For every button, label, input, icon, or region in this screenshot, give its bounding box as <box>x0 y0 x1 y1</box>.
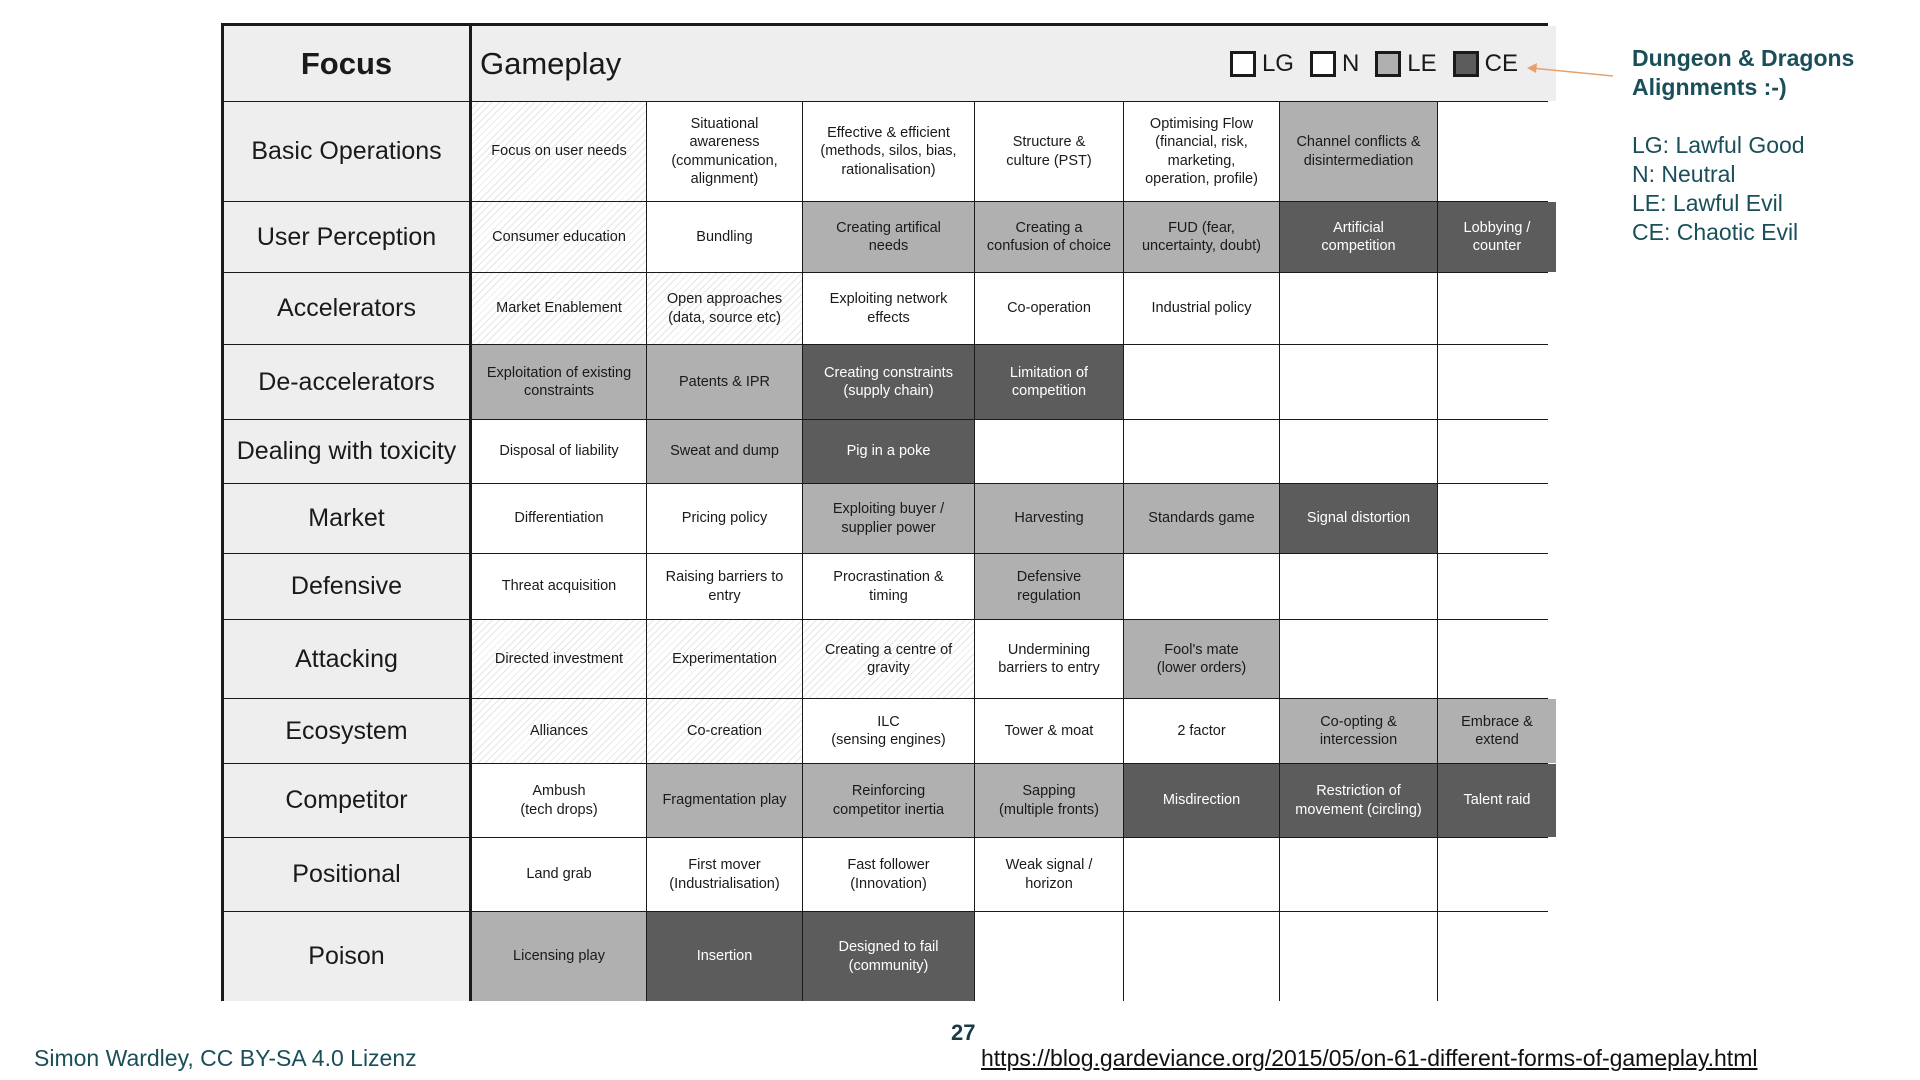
notes-title-line1: Dungeon & Dragons <box>1632 45 1855 71</box>
gameplay-cell: Creating artifical needs <box>803 202 974 272</box>
legend-swatch-le <box>1375 51 1401 77</box>
gameplay-cell: Bundling <box>647 202 802 272</box>
gameplay-cell: Differentiation <box>472 484 646 553</box>
gameplay-cell: Undermining barriers to entry <box>975 620 1123 698</box>
gameplay-cell: Threat acquisition <box>472 554 646 619</box>
gameplay-cell: Sweat and dump <box>647 420 802 483</box>
gameplay-cell: First mover (Industrialisation) <box>647 838 802 911</box>
gameplay-cell: Fool's mate (lower orders) <box>1124 620 1279 698</box>
gameplay-cell <box>975 420 1123 483</box>
gameplay-cell: Channel conflicts & disintermediation <box>1280 102 1437 201</box>
row-header: Accelerators <box>224 273 471 344</box>
page-number: 27 <box>951 1020 976 1045</box>
gameplay-cell <box>1280 554 1437 619</box>
gameplay-cell: Co-creation <box>647 699 802 763</box>
gameplay-cell: Effective & efficient (methods, silos, bias, rationalisation) <box>803 102 974 201</box>
gameplay-cell: Tower & moat <box>975 699 1123 763</box>
legend-swatch-n <box>1310 51 1336 77</box>
row-header: User Perception <box>224 202 471 272</box>
gameplay-cell: Exploitation of existing constraints <box>472 345 646 419</box>
gameplay-cell <box>1124 912 1279 1001</box>
gameplay-cell <box>1280 420 1437 483</box>
gameplay-cell: Ambush (tech drops) <box>472 764 646 837</box>
legend-swatch-lg <box>1230 51 1256 77</box>
gameplay-cell: Pig in a poke <box>803 420 974 483</box>
note-le: LE: Lawful Evil <box>1632 190 1783 216</box>
row-header: Dealing with toxicity <box>224 420 471 483</box>
gameplay-cell <box>1438 838 1556 911</box>
gameplay-cell: Co-operation <box>975 273 1123 344</box>
gameplay-cell: Consumer education <box>472 202 646 272</box>
row-header: Poison <box>224 912 471 1001</box>
legend-item-lg <box>1230 50 1294 78</box>
gameplay-cell: Embrace & extend <box>1438 699 1556 763</box>
gameplay-cell: Experimentation <box>647 620 802 698</box>
notes-title-line2: Alignments :-) <box>1632 74 1787 100</box>
gameplay-header <box>472 26 1556 101</box>
gameplay-cell: Defensive regulation <box>975 554 1123 619</box>
gameplay-cell: Focus on user needs <box>472 102 646 201</box>
gameplay-title: Gameplay <box>480 45 622 81</box>
legend-label: N <box>1341 50 1360 77</box>
legend-label: LE <box>1407 50 1437 77</box>
row-header: Defensive <box>224 554 471 619</box>
row-header: Competitor <box>224 764 471 837</box>
gameplay-cell <box>975 912 1123 1001</box>
gameplay-cell <box>1280 345 1437 419</box>
gameplay-cell: Exploiting network effects <box>803 273 974 344</box>
gameplay-cell: Fragmentation play <box>647 764 802 837</box>
gameplay-cell: Sapping (multiple fronts) <box>975 764 1123 837</box>
gameplay-cell: Designed to fail (community) <box>803 912 974 1001</box>
arrow-icon <box>1525 56 1615 86</box>
gameplay-cell: Structure & culture (PST) <box>975 102 1123 201</box>
note-ce: CE: Chaotic Evil <box>1632 219 1799 245</box>
row-header: Basic Operations <box>224 102 471 201</box>
gameplay-cell: Land grab <box>472 838 646 911</box>
source-link[interactable]: https://blog.gardeviance.org/2015/05/on-61-different-forms-of-gameplay.html <box>981 1045 1758 1071</box>
legend-item-le <box>1375 50 1436 78</box>
gameplay-cell <box>1438 484 1556 553</box>
legend-item-ce <box>1453 50 1518 78</box>
gameplay-cell: Patents & IPR <box>647 345 802 419</box>
gameplay-cell <box>1280 912 1437 1001</box>
legend-item-n <box>1310 50 1359 78</box>
gameplay-cell: Creating a centre of gravity <box>803 620 974 698</box>
gameplay-cell: Creating a confusion of choice <box>975 202 1123 272</box>
gameplay-cell: Open approaches (data, source etc) <box>647 273 802 344</box>
gameplay-cell <box>1438 345 1556 419</box>
gameplay-cell: Standards game <box>1124 484 1279 553</box>
gameplay-cell: Lobbying / counter <box>1438 202 1556 272</box>
alignment-legend <box>1214 50 1518 78</box>
gameplay-cell: Misdirection <box>1124 764 1279 837</box>
row-header: Market <box>224 484 471 553</box>
gameplay-cell: 2 factor <box>1124 699 1279 763</box>
gameplay-cell: Insertion <box>647 912 802 1001</box>
gameplay-cell: Limitation of competition <box>975 345 1123 419</box>
gameplay-cell: Procrastination & timing <box>803 554 974 619</box>
gameplay-cell: Co-opting & intercession <box>1280 699 1437 763</box>
gameplay-cell: Signal distortion <box>1280 484 1437 553</box>
gameplay-cell <box>1438 273 1556 344</box>
gameplay-cell <box>1124 420 1279 483</box>
gameplay-cell <box>1438 620 1556 698</box>
gameplay-cell: Licensing play <box>472 912 646 1001</box>
gameplay-cell: Market Enablement <box>472 273 646 344</box>
focus-header: Focus <box>224 26 471 101</box>
legend-label: CE <box>1484 50 1518 77</box>
gameplay-cell: Talent raid <box>1438 764 1556 837</box>
gameplay-cell: ILC (sensing engines) <box>803 699 974 763</box>
gameplay-cell: Raising barriers to entry <box>647 554 802 619</box>
note-n: N: Neutral <box>1632 161 1736 187</box>
gameplay-cell <box>1438 102 1556 201</box>
gameplay-cell: Disposal of liability <box>472 420 646 483</box>
credit-text: Simon Wardley, CC BY-SA 4.0 Lizenz <box>34 1045 417 1071</box>
gameplay-cell: FUD (fear, uncertainty, doubt) <box>1124 202 1279 272</box>
gameplay-cell: Directed investment <box>472 620 646 698</box>
row-header: De-accelerators <box>224 345 471 419</box>
gameplay-cell <box>1124 838 1279 911</box>
note-lg: LG: Lawful Good <box>1632 132 1805 158</box>
gameplay-cell <box>1438 554 1556 619</box>
gameplay-cell <box>1124 554 1279 619</box>
gameplay-cell <box>1280 273 1437 344</box>
gameplay-cell <box>1124 345 1279 419</box>
gameplay-cell: Harvesting <box>975 484 1123 553</box>
gameplay-cell <box>1438 912 1556 1001</box>
gameplay-cell <box>1280 620 1437 698</box>
gameplay-cell: Exploiting buyer / supplier power <box>803 484 974 553</box>
gameplay-cell: Pricing policy <box>647 484 802 553</box>
gameplay-cell: Artificial competition <box>1280 202 1437 272</box>
gameplay-cell: Reinforcing competitor inertia <box>803 764 974 837</box>
gameplay-cell: Optimising Flow (financial, risk, marketing, operation, profile) <box>1124 102 1279 201</box>
row-header: Positional <box>224 838 471 911</box>
legend-label: LG <box>1261 50 1294 77</box>
row-header: Ecosystem <box>224 699 471 763</box>
legend-swatch-ce <box>1453 51 1479 77</box>
gameplay-cell: Alliances <box>472 699 646 763</box>
gameplay-table <box>221 23 1548 1001</box>
gameplay-cell: Industrial policy <box>1124 273 1279 344</box>
gameplay-cell: Situational awareness (communication, alignment) <box>647 102 802 201</box>
gameplay-cell: Fast follower (Innovation) <box>803 838 974 911</box>
gameplay-cell: Restriction of movement (circling) <box>1280 764 1437 837</box>
row-header: Attacking <box>224 620 471 698</box>
gameplay-cell <box>1280 838 1437 911</box>
gameplay-cell: Creating constraints (supply chain) <box>803 345 974 419</box>
gameplay-cell: Weak signal / horizon <box>975 838 1123 911</box>
gameplay-cell <box>1438 420 1556 483</box>
